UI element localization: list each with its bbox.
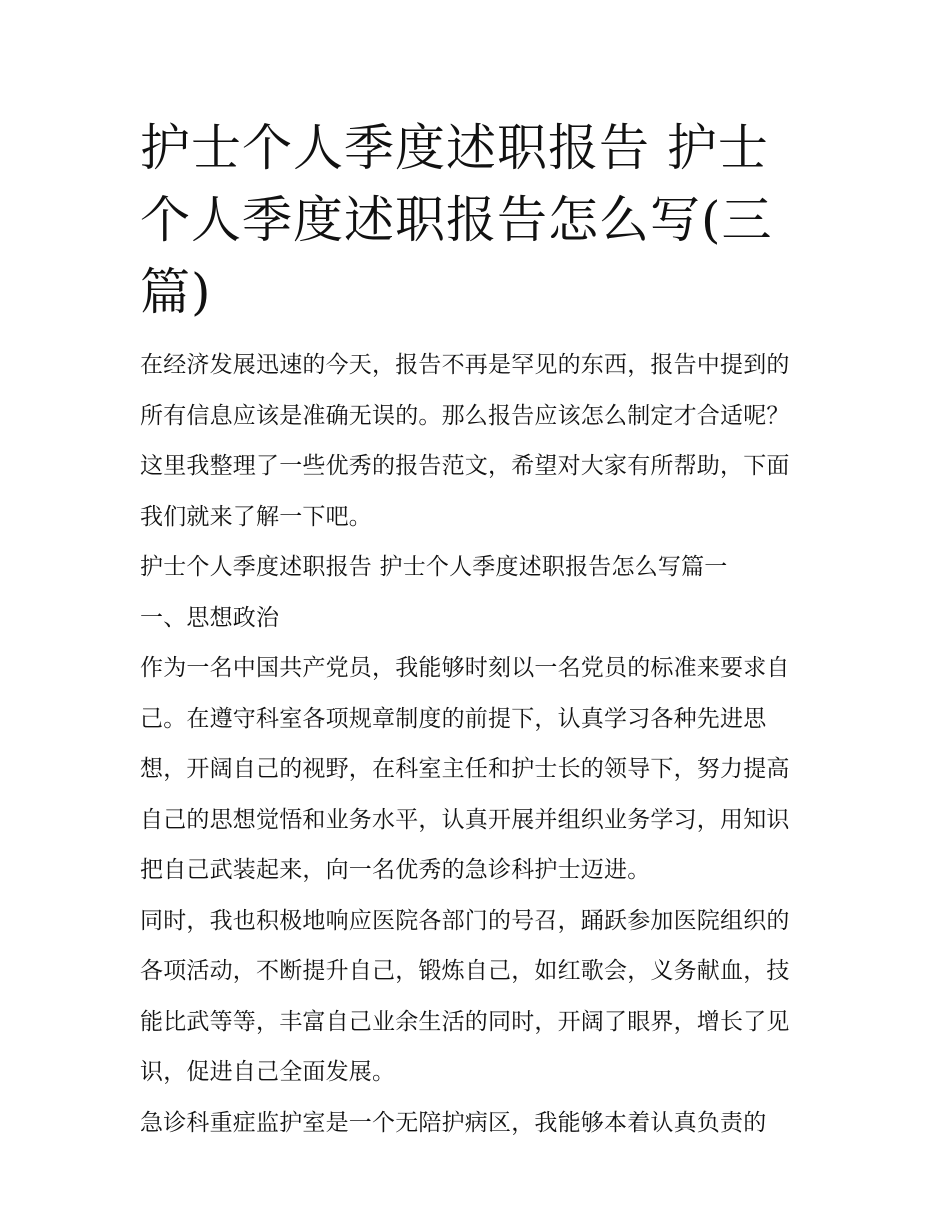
body-paragraph: 同时，我也积极地响应医院各部门的号召，踊跃参加医院组织的各项活动，不断提升自己，锻炼自己，如红歌会，义务献血，技能比武等等，丰富自己业余生活的同时，开阔了眼界，增长了见识，促进自己全面发展。 — [140, 907, 790, 1085]
subsection-heading: 一、思想政治 — [140, 604, 280, 631]
body-paragraph: 作为一名中国共产党员，我能够时刻以一名党员的标准来要求自己。在遵守科室各项规章制度的前提下，认真学习各种先进思想，开阔自己的视野，在科室主任和护士长的领导下，努力提高自己的思想觉悟和业务水平，认真开展并组织业务学习，用知识把自己武装起来，向一名优秀的急诊科护士迈进。 — [140, 655, 790, 883]
section-heading: 护士个人季度述职报告 护士个人季度述职报告怎么写篇一 — [140, 554, 728, 580]
intro-paragraph: 在经济发展迅速的今天，报告不再是罕见的东西，报告中提到的所有信息应该是准确无误的。那么报告应该怎么制定才合适呢？这里我整理了一些优秀的报告范文，希望对大家有所帮助，下面我们就来了解一下吧。 — [140, 352, 790, 530]
body-paragraph: 急诊科重症监护室是一个无陪护病区，我能够本着认真负责的 — [140, 1109, 767, 1136]
document-title: 护士个人季度述职报告 护士个人季度述职报告怎么写(三篇) — [140, 119, 773, 321]
document-page — [140, 112, 812, 1148]
